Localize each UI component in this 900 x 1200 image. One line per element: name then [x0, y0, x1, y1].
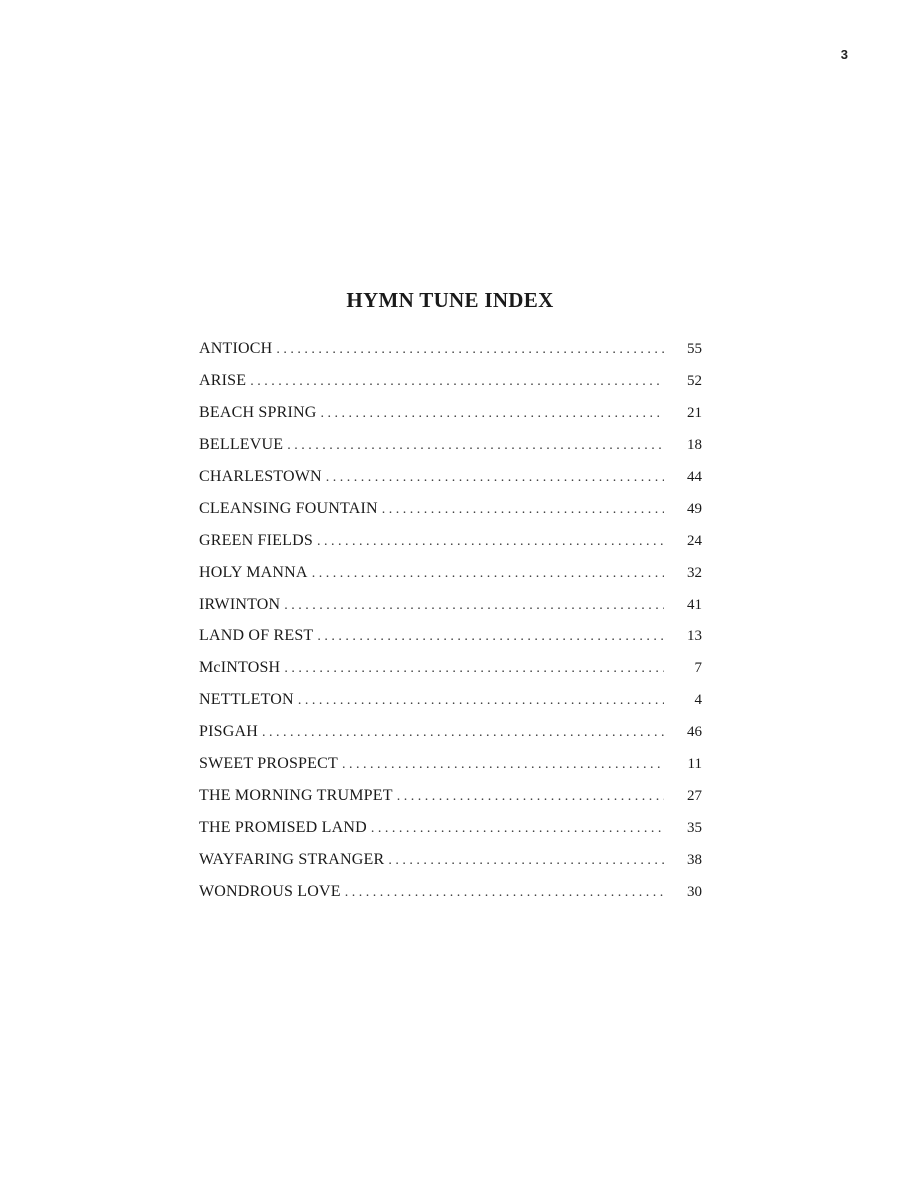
page-reference: 13: [687, 628, 702, 645]
index-entry: [199, 500, 702, 532]
dot-leader: [284, 661, 664, 677]
index-entry: [199, 532, 702, 564]
page-reference: 24: [687, 532, 702, 549]
page-reference: 55: [687, 341, 702, 357]
tune-name: HOLY MANNA: [199, 563, 308, 581]
dot-leader: [317, 534, 664, 550]
dot-leader: [250, 374, 664, 390]
page-reference: 27: [687, 788, 702, 805]
dot-leader: [342, 757, 664, 773]
index-entry: [199, 851, 702, 883]
tune-name: CLEANSING FOUNTAIN: [199, 499, 378, 517]
index-entry: [199, 723, 702, 755]
index-entry: [199, 404, 702, 436]
page-reference: 11: [687, 756, 702, 773]
tune-name: LAND OF REST: [199, 627, 314, 645]
page-title: HYMN TUNE INDEX: [346, 288, 554, 312]
dot-leader: [397, 789, 664, 805]
tune-name: CHARLESTOWN: [199, 467, 322, 485]
tune-name: ANTIOCH: [199, 340, 273, 357]
dot-leader: [317, 629, 664, 645]
tune-name: GREEN FIELDS: [199, 531, 313, 549]
tune-name: ARISE: [199, 371, 247, 389]
page-reference: 46: [687, 724, 702, 741]
dot-leader: [326, 470, 664, 486]
index-entry: [199, 468, 702, 500]
hymn-tune-index-list: [199, 340, 702, 915]
page-reference: 18: [687, 436, 702, 453]
page-reference: 35: [687, 820, 702, 837]
tune-name: SWEET PROSPECT: [199, 755, 338, 773]
index-entry: [199, 819, 702, 851]
page-reference: 49: [687, 500, 702, 517]
dot-leader: [382, 502, 664, 518]
index-entry: [199, 596, 702, 628]
dot-leader: [298, 693, 664, 709]
index-entry: [199, 691, 702, 723]
index-entry: [199, 755, 702, 787]
page-reference: 32: [687, 564, 702, 581]
dot-leader: [287, 438, 664, 454]
tune-name: PISGAH: [199, 723, 258, 741]
dot-leader: [321, 406, 664, 422]
page-reference: 30: [687, 883, 702, 900]
dot-leader: [262, 725, 664, 741]
dot-leader: [276, 342, 664, 358]
index-entry: [199, 883, 702, 915]
dot-leader: [345, 885, 664, 901]
index-entry: [199, 564, 702, 596]
dot-leader: [284, 598, 664, 614]
index-entry: [199, 659, 702, 691]
tune-name: McINTOSH: [199, 659, 281, 677]
tune-name: THE MORNING TRUMPET: [199, 787, 393, 805]
page-reference: 7: [694, 660, 702, 677]
page-reference: 38: [687, 852, 702, 868]
tune-name: IRWINTON: [199, 595, 281, 613]
page-number: 3: [840, 47, 848, 62]
tune-name: NETTLETON: [199, 691, 294, 709]
page-reference: 41: [687, 596, 702, 613]
tune-name: THE PROMISED LAND: [199, 819, 367, 837]
index-entry: [199, 436, 702, 468]
index-entry: [199, 787, 702, 819]
tune-name: BELLEVUE: [199, 435, 284, 453]
tune-name: WONDROUS LOVE: [199, 882, 341, 900]
tune-name: BEACH SPRING: [199, 403, 317, 421]
dot-leader: [371, 821, 664, 837]
page-reference: 44: [687, 468, 702, 485]
dot-leader: [388, 853, 664, 869]
tune-name: WAYFARING STRANGER: [199, 851, 385, 868]
dot-leader: [312, 566, 664, 582]
index-entry: [199, 372, 702, 404]
page-reference: 52: [687, 372, 702, 389]
index-entry: [199, 340, 702, 372]
page-reference: 21: [687, 404, 702, 421]
page-reference: 4: [694, 692, 702, 709]
index-entry: [199, 627, 702, 659]
